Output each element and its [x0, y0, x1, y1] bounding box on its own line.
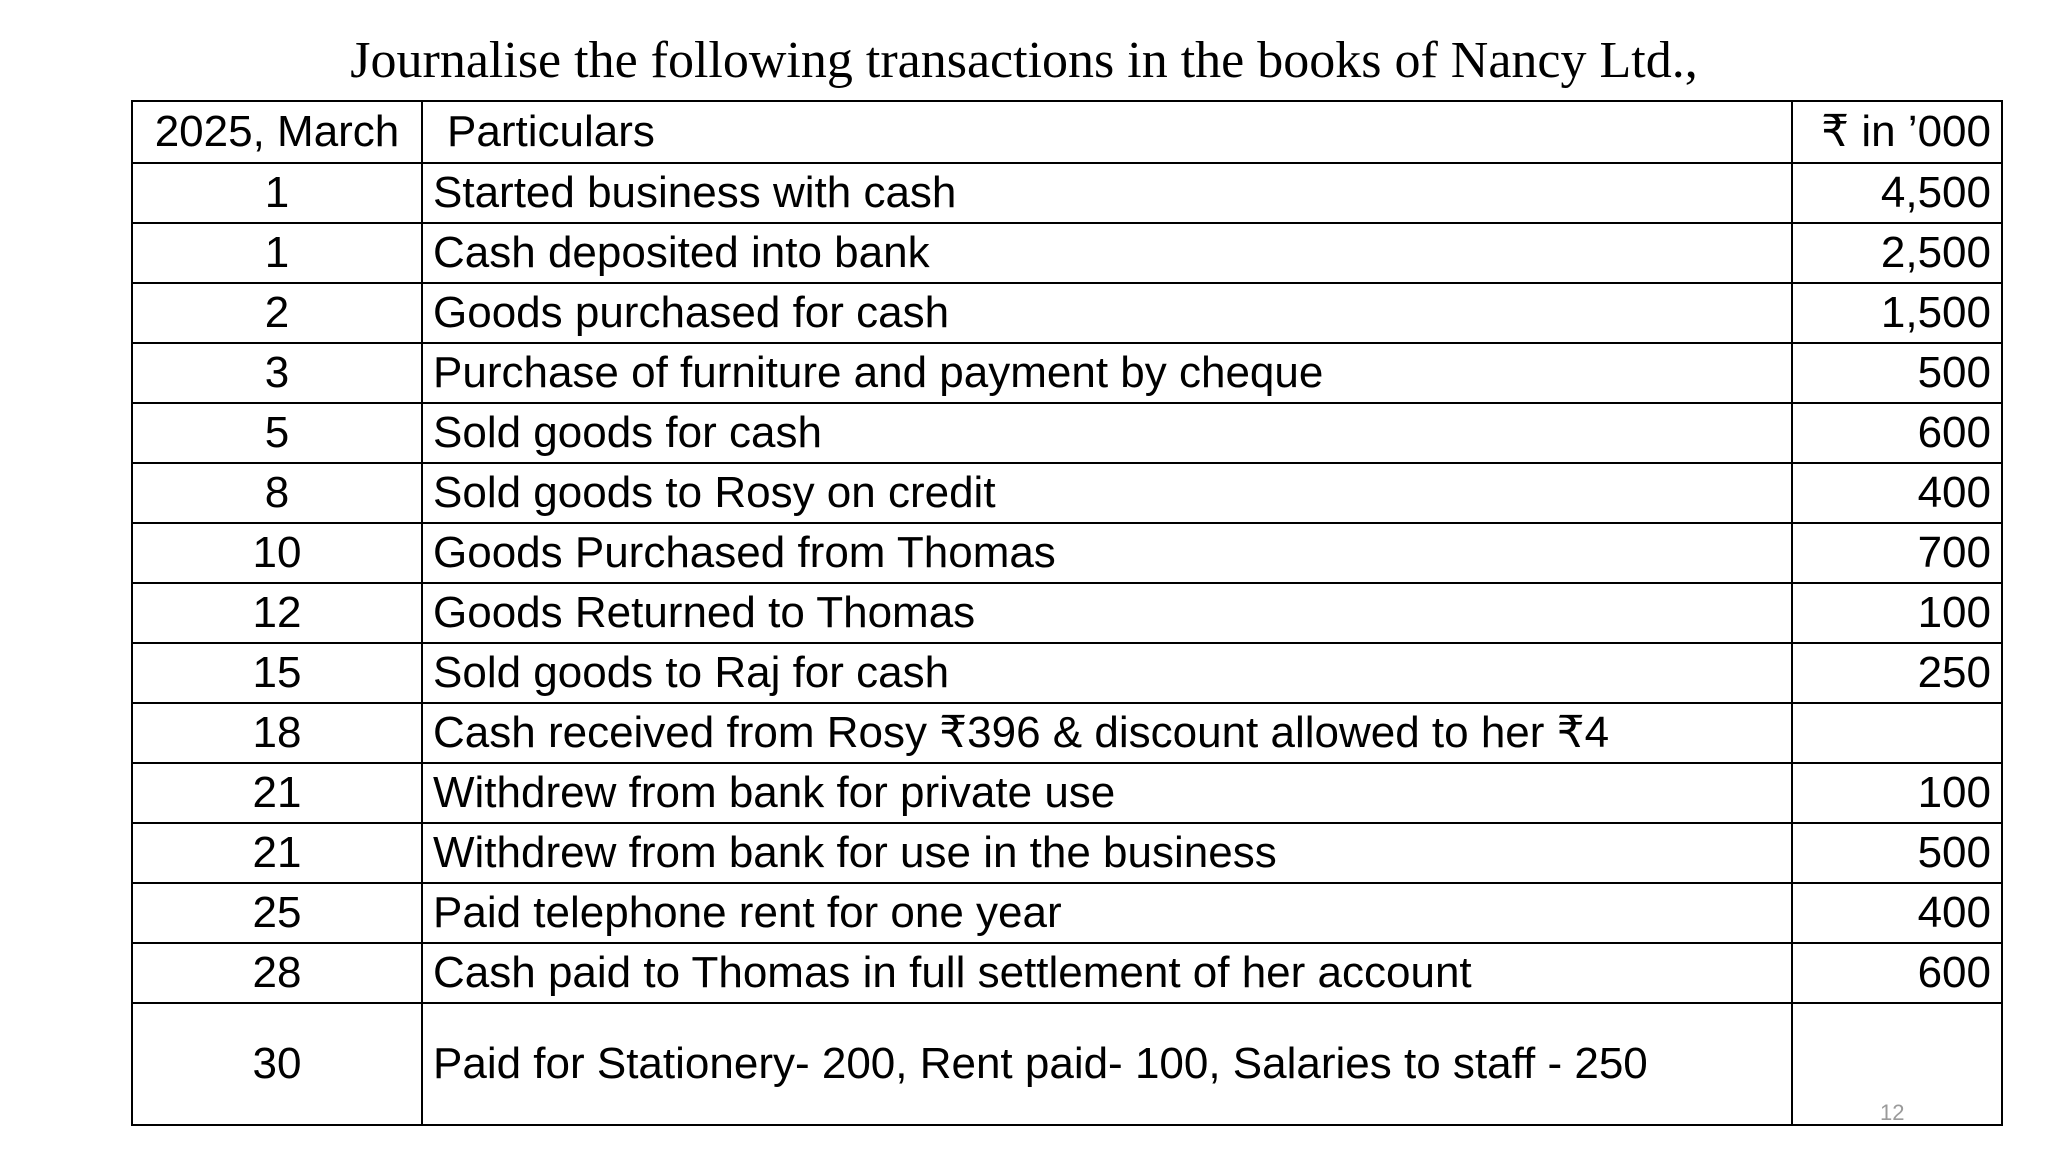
page-number: 12 — [1880, 1100, 1905, 1125]
table-header-row — [132, 101, 2002, 163]
table-row — [132, 583, 2002, 643]
row-amount: 600 — [1792, 403, 2002, 463]
row-amount: 500 — [1792, 343, 2002, 403]
row-amount: 1,500 — [1792, 283, 2002, 343]
table-row — [132, 163, 2002, 223]
row-particulars: Cash deposited into bank — [422, 223, 1792, 283]
row-date: 8 — [132, 463, 422, 523]
row-particulars: Goods Purchased from Thomas — [422, 523, 1792, 583]
table-row — [132, 823, 2002, 883]
table-row — [132, 343, 2002, 403]
header-date: 2025, March — [132, 101, 422, 163]
row-date: 1 — [132, 223, 422, 283]
table-row — [132, 943, 2002, 1003]
row-particulars: Withdrew from bank for use in the business — [422, 823, 1792, 883]
table-row — [132, 763, 2002, 823]
table-row — [132, 883, 2002, 943]
row-particulars: Started business with cash — [422, 163, 1792, 223]
row-amount: 100 — [1792, 583, 2002, 643]
row-particulars: Paid for Stationery- 200, Rent paid- 100, Salaries to staff - 250 — [422, 1003, 1792, 1125]
row-particulars: Sold goods to Raj for cash — [422, 643, 1792, 703]
row-date: 21 — [132, 763, 422, 823]
row-particulars: Cash paid to Thomas in full settlement of her account — [422, 943, 1792, 1003]
row-date: 15 — [132, 643, 422, 703]
row-date: 2 — [132, 283, 422, 343]
table-row — [132, 703, 2002, 763]
row-particulars: Sold goods to Rosy on credit — [422, 463, 1792, 523]
row-particulars: Sold goods for cash — [422, 403, 1792, 463]
row-date: 18 — [132, 703, 422, 763]
row-date: 21 — [132, 823, 422, 883]
row-amount: 700 — [1792, 523, 2002, 583]
table-row — [132, 223, 2002, 283]
row-date: 10 — [132, 523, 422, 583]
row-date: 28 — [132, 943, 422, 1003]
table-row — [132, 643, 2002, 703]
header-amount: ₹ in ’000 — [1792, 101, 2002, 163]
row-amount — [1792, 703, 2002, 763]
row-particulars: Goods purchased for cash — [422, 283, 1792, 343]
row-amount: 2,500 — [1792, 223, 2002, 283]
row-date: 3 — [132, 343, 422, 403]
page-title: Journalise the following transactions in the books of Nancy Ltd., — [350, 32, 1698, 89]
table-row — [132, 403, 2002, 463]
table-row — [132, 283, 2002, 343]
table-row — [132, 1003, 2002, 1125]
table-row — [132, 523, 2002, 583]
row-particulars: Purchase of furniture and payment by cheque — [422, 343, 1792, 403]
header-particulars: Particulars — [422, 101, 1792, 163]
row-date: 30 — [132, 1003, 422, 1125]
row-date: 1 — [132, 163, 422, 223]
row-amount: 500 — [1792, 823, 2002, 883]
row-date: 25 — [132, 883, 422, 943]
row-particulars: Goods Returned to Thomas — [422, 583, 1792, 643]
transactions-table — [131, 100, 2003, 1126]
row-amount: 600 — [1792, 943, 2002, 1003]
row-amount: 400 — [1792, 463, 2002, 523]
row-amount: 100 — [1792, 763, 2002, 823]
row-amount: 250 — [1792, 643, 2002, 703]
table-row — [132, 463, 2002, 523]
row-amount: 4,500 — [1792, 163, 2002, 223]
row-date: 5 — [132, 403, 422, 463]
row-particulars: Paid telephone rent for one year — [422, 883, 1792, 943]
row-particulars: Withdrew from bank for private use — [422, 763, 1792, 823]
row-amount: 400 — [1792, 883, 2002, 943]
row-particulars: Cash received from Rosy ₹396 & discount allowed to her ₹4 — [422, 703, 1792, 763]
row-date: 12 — [132, 583, 422, 643]
